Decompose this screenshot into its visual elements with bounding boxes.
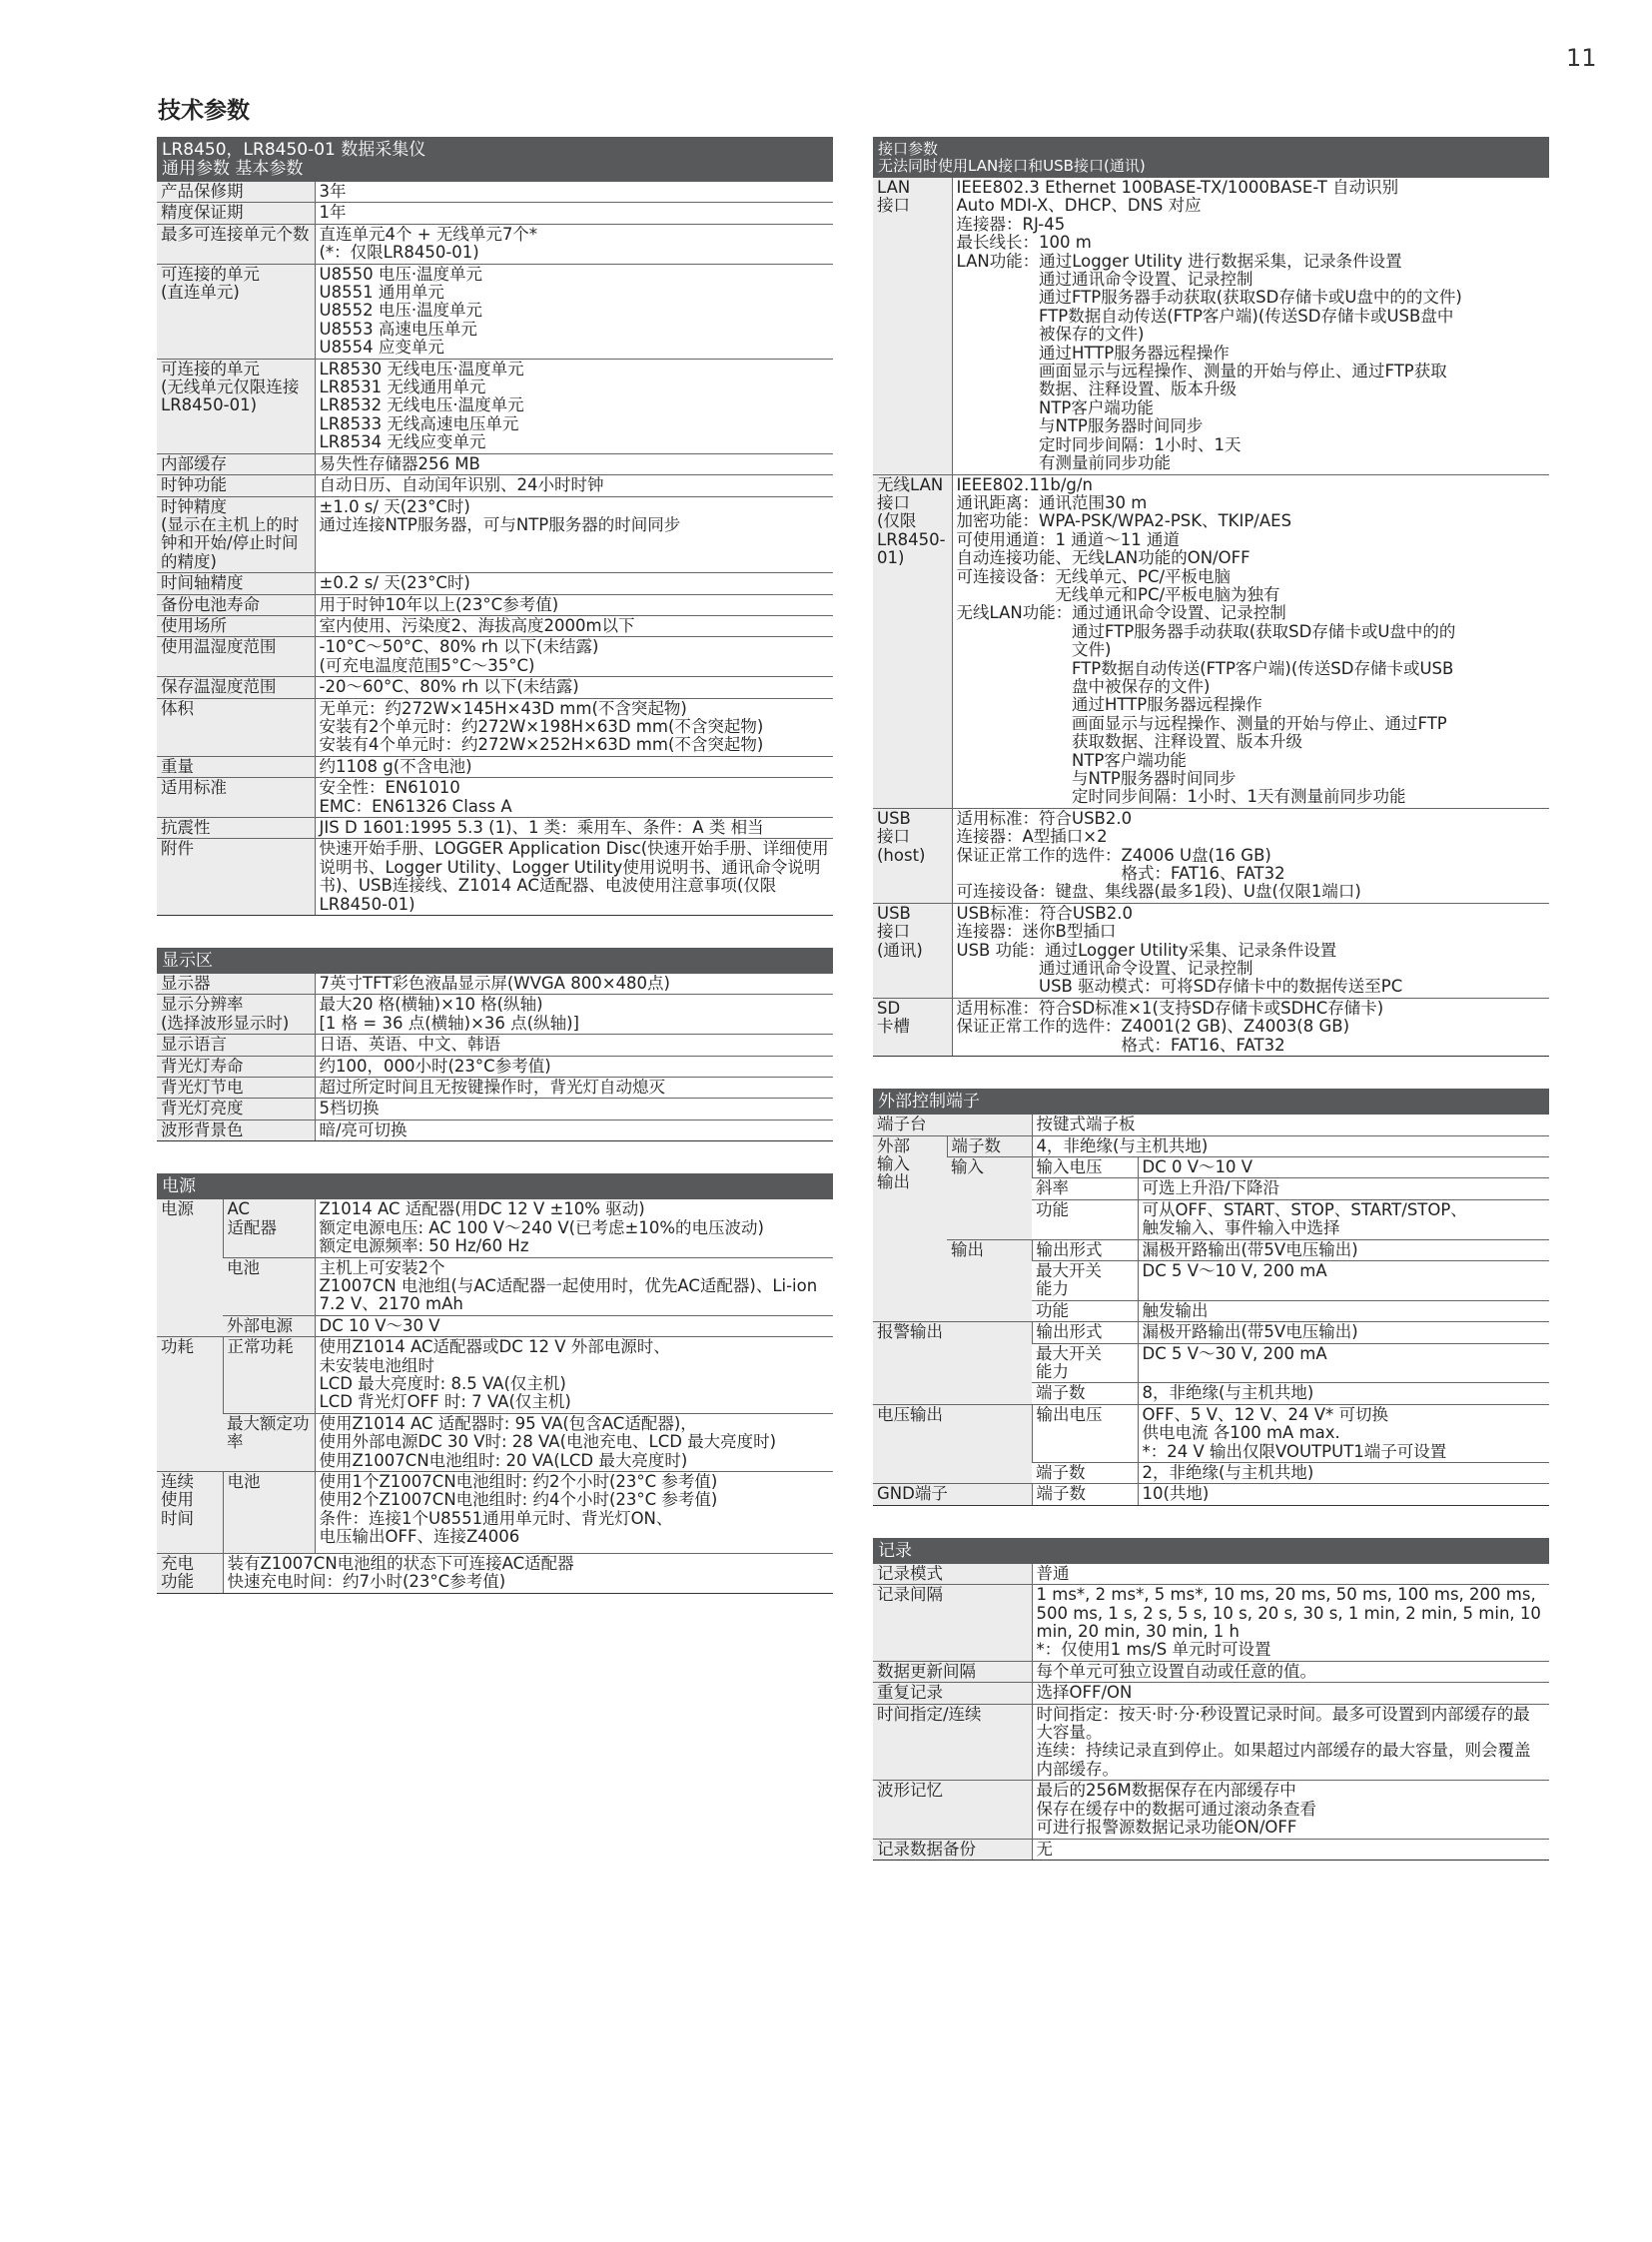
spec-table	[157, 182, 833, 916]
row-label: 使用温湿度范围	[157, 637, 315, 677]
row-value: IEEE802.3 Ethernet 100BASE-TX/1000BASE-T 自动识别 Auto MDI-X、DHCP、DNS 对应 连接器：RJ-45 最长线长：100 m LAN功能：通过Logger Utility 进行数据采集，记录条件设置 通过通讯命令设置、记录控制 通过FTP服务器手动获取(获取SD存储卡或U盘中的的文件) FTP数据自动传送(FTP客户端)(传送SD存储卡或USB盘中 被保存的文件) 通过HTTP服务器远程操作 画面显示与远程操作、测量的开始与停止、通过FTP获取 数据、注释设置、版本升级 NTP客户端功能 与NTP服务器时间同步 定时同步间隔：1小时、1天 有测量前同步功能	[952, 178, 1549, 474]
row-label: 端子数	[947, 1135, 1032, 1156]
row-value: 易失性存储器256 MB	[315, 453, 833, 474]
table-row	[157, 224, 833, 264]
row-sublabel: 最大开关 能力	[1032, 1343, 1138, 1383]
row-label: 记录模式	[873, 1564, 1032, 1585]
row-value: 适用标准：符合SD标准×1(支持SD存储卡或SDHC存储卡) 保证正常工作的选件：Z4001(2 GB)、Z4003(8 GB) 格式：FAT16、FAT32	[952, 998, 1549, 1056]
row-label: 记录数据备份	[873, 1839, 1032, 1860]
row-value: 自动日历、自动闰年识别、24小时时钟	[315, 475, 833, 496]
row-label: 精度保证期	[157, 203, 315, 224]
section-header: 记录	[873, 1538, 1549, 1564]
table-row	[157, 1078, 833, 1099]
row-value: U8550 电压·温度单元 U8551 通用单元 U8552 电压·温度单元 U8553 高速电压单元 U8554 应变单元	[315, 264, 833, 359]
row-value: 10(共地)	[1138, 1484, 1549, 1505]
table-row	[157, 698, 833, 756]
row-value: 使用Z1014 AC 适配器时: 95 VA(包含AC适配器)， 使用外部电源DC 30 V时: 28 VA(电池充电、LCD 最大亮度时) 使用Z1007CN电池组时: 20 VA(LCD 最大亮度时)	[315, 1413, 833, 1471]
section-header: 接口参数 无法同时使用LAN接口和USB接口(通讯)	[873, 137, 1549, 178]
row-label: 电压输出	[873, 1404, 1032, 1484]
row-value: 无	[1032, 1839, 1549, 1860]
table-row	[157, 615, 833, 636]
row-sublabel: 端子数	[1032, 1484, 1138, 1505]
row-label: 电池	[223, 1257, 315, 1315]
row-sublabel: 输出形式	[1032, 1239, 1138, 1260]
row-sublabel: 最大开关 能力	[1032, 1260, 1138, 1300]
section-header: 电源	[157, 1173, 833, 1199]
row-value: -20～60°C、80% rh 以下(未结露)	[315, 677, 833, 698]
external-control-section	[873, 1089, 1549, 1506]
table-row	[873, 1156, 1549, 1177]
row-sublabel: 输出电压	[1032, 1404, 1138, 1462]
right-column	[873, 137, 1549, 1892]
display-section	[157, 948, 833, 1141]
row-value: 最后的256M数据保存在内部缓存中 保存在缓存中的数据可通过滚动条查看 可进行报警源数据记录功能ON/OFF	[1032, 1781, 1549, 1839]
row-label: 报警输出	[873, 1322, 1032, 1405]
table-row	[157, 359, 833, 453]
row-label: 电源	[157, 1199, 223, 1336]
table-row	[157, 264, 833, 359]
table-row	[873, 1839, 1549, 1860]
row-label: 时间轴精度	[157, 573, 315, 594]
row-label: 保存温湿度范围	[157, 677, 315, 698]
table-row	[157, 182, 833, 203]
row-value: 直连单元4个 + 无线单元7个* (*：仅限LR8450-01)	[315, 224, 833, 264]
row-label: 最大额定功率	[223, 1413, 315, 1471]
row-value: 每个单元可独立设置自动或任意的值。	[1032, 1661, 1549, 1682]
table-row	[873, 998, 1549, 1056]
table-row	[873, 1564, 1549, 1585]
row-value: 约1108 g(不含电池)	[315, 756, 833, 777]
row-label: 外部电源	[223, 1315, 315, 1336]
table-row	[157, 453, 833, 474]
row-value: OFF、5 V、12 V、24 V* 可切换 供电电流 各100 mA max. *：24 V 输出仅限VOUTPUT1端子可设置	[1138, 1404, 1549, 1462]
table-row	[157, 756, 833, 777]
spec-table	[873, 1564, 1549, 1861]
section-header: LR8450，LR8450-01 数据采集仪 通用参数 基本参数	[157, 137, 833, 182]
row-value: 快速开始手册、LOGGER Application Disc(快速开始手册、详细使用说明书、Logger Utility、Logger Utility使用说明书、通讯命令说明书)、USB连接线、Z1014 AC适配器、电波使用注意事项(仅限LR8450-01)	[315, 839, 833, 916]
table-row	[157, 839, 833, 916]
table-row	[873, 1704, 1549, 1781]
table-row	[157, 1099, 833, 1120]
table-row	[873, 1661, 1549, 1682]
row-label: 重量	[157, 756, 315, 777]
row-value: 漏极开路输出(带5V电压输出)	[1138, 1322, 1549, 1343]
row-value: 用于时钟10年以上(23°C参考值)	[315, 594, 833, 615]
row-label: 电池	[223, 1471, 315, 1553]
row-label: 体积	[157, 698, 315, 756]
table-row	[157, 496, 833, 573]
row-sublabel: 输出形式	[1032, 1322, 1138, 1343]
row-value: 2，非绝缘(与主机共地)	[1138, 1463, 1549, 1484]
row-label: 使用场所	[157, 615, 315, 636]
table-row	[873, 1683, 1549, 1704]
recording-section	[873, 1538, 1549, 1861]
row-label: 产品保修期	[157, 182, 315, 203]
row-value: 4，非绝缘(与主机共地)	[1032, 1135, 1549, 1156]
row-value: JIS D 1601:1995 5.3 (1)、1 类：乘用车、条件：A 类 相当	[315, 818, 833, 839]
row-value: 触发输出	[1138, 1300, 1549, 1321]
row-label: 背光灯亮度	[157, 1099, 315, 1120]
row-value: 使用Z1014 AC适配器或DC 12 V 外部电源时、 未安装电池组时 LCD 最大亮度时: 8.5 VA(仅主机) LCD 背光灯OFF 时: 7 VA(仅主机)	[315, 1337, 833, 1414]
row-label: 可连接的单元 (无线单元仅限连接LR8450-01)	[157, 359, 315, 453]
row-label: LAN 接口	[873, 178, 952, 474]
interface-section	[873, 137, 1549, 1057]
row-value: USB标准：符合USB2.0 连接器：迷你B型插口 USB 功能：通过Logger Utility采集、记录条件设置 通过通讯命令设置、记录控制 USB 驱动模式：可将SD存储卡中的数据传送至PC	[952, 903, 1549, 998]
row-value: Z1014 AC 适配器(用DC 12 V ±10% 驱动) 额定电源电压: AC 100 V～240 V(已考虑±10%的电压波动) 额定电源频率: 50 Hz/60 Hz	[315, 1199, 833, 1257]
table-row	[157, 203, 833, 224]
table-row	[873, 1115, 1549, 1135]
table-row	[157, 1413, 833, 1471]
row-value: 室内使用、污染度2、海拔高度2000m以下	[315, 615, 833, 636]
table-row	[157, 594, 833, 615]
row-value: LR8530 无线电压·温度单元 LR8531 无线通用单元 LR8532 无线电压·温度单元 LR8533 无线高速电压单元 LR8534 无线应变单元	[315, 359, 833, 453]
row-label: 重复记录	[873, 1683, 1032, 1704]
table-row	[157, 974, 833, 995]
table-row	[873, 474, 1549, 808]
row-value: -10°C～50°C、80% rh 以下(未结露) (可充电温度范围5°C～35°C)	[315, 637, 833, 677]
row-sublabel: 斜率	[1032, 1178, 1138, 1199]
row-sublabel: 输入电压	[1032, 1156, 1138, 1177]
left-column	[157, 137, 833, 1626]
row-label: 背光灯寿命	[157, 1056, 315, 1077]
row-label: 无线LAN 接口 (仅限 LR8450-01)	[873, 474, 952, 808]
row-value: 可从OFF、START、STOP、START/STOP、 触发输入、事件输入中选择	[1138, 1199, 1549, 1239]
table-row	[157, 1035, 833, 1056]
table-row	[873, 1404, 1549, 1462]
table-row	[157, 1337, 833, 1414]
row-label: 时间指定/连续	[873, 1704, 1032, 1781]
table-row	[157, 1553, 833, 1593]
row-label: 波形记忆	[873, 1781, 1032, 1839]
row-value: 可选上升沿/下降沿	[1138, 1178, 1549, 1199]
row-value: 安全性：EN61010 EMC：EN61326 Class A	[315, 778, 833, 818]
row-label: 输入	[947, 1156, 1032, 1239]
row-label: 显示分辨率 (选择波形显示时)	[157, 995, 315, 1035]
row-label: 连续 使用 时间	[157, 1471, 223, 1553]
table-row	[157, 637, 833, 677]
table-row	[157, 1056, 833, 1077]
table-row	[157, 995, 833, 1035]
row-label: GND端子	[873, 1484, 1032, 1505]
row-label: 显示语言	[157, 1035, 315, 1056]
table-row	[157, 573, 833, 594]
row-label: 可连接的单元 (直连单元)	[157, 264, 315, 359]
table-row	[873, 1239, 1549, 1260]
row-label: USB 接口 (通讯)	[873, 903, 952, 998]
row-sublabel: 端子数	[1032, 1463, 1138, 1484]
row-value: 选择OFF/ON	[1032, 1683, 1549, 1704]
row-value: 最大20 格(横轴)×10 格(纵轴) [1 格 = 36 点(横轴)×36 点(纵轴)]	[315, 995, 833, 1035]
page-number: 11	[1566, 44, 1597, 72]
row-label: 显示器	[157, 974, 315, 995]
row-value: 日语、英语、中文、韩语	[315, 1035, 833, 1056]
row-value: IEEE802.11b/g/n 通讯距离：通讯范围30 m 加密功能：WPA-PSK/WPA2-PSK、TKIP/AES 可使用通道：1 通道～11 通道 自动连接功能、无线LAN功能的ON/OFF 可连接设备：无线单元、PC/平板电脑 无线单元和PC/平板电脑为独有 无线LAN功能：通过通讯命令设置、记录控制 通过FTP服务器手动获取(获取SD存储卡或U盘中的的 文件) FTP数据自动传送(FTP客户端)(传送SD存储卡或USB 盘中被保存的文件) 通过HTTP服务器远程操作 画面显示与远程操作、测量的开始与停止、通过FTP 获取数据、注释设置、版本升级 NTP客户端功能 与NTP服务器时间同步 定时同步间隔：1小时、1天有测量前同步功能	[952, 474, 1549, 808]
row-label: 功耗	[157, 1337, 223, 1472]
table-row	[873, 808, 1549, 903]
row-value: 主机上可安装2个 Z1007CN 电池组(与AC适配器一起使用时，优先AC适配器)、Li-ion 7.2 V、2170 mAh	[315, 1257, 833, 1315]
page-title: 技术参数	[158, 98, 250, 124]
row-value: ±0.2 s/ 天(23°C时)	[315, 573, 833, 594]
row-value: 普通	[1032, 1564, 1549, 1585]
row-value: DC 10 V～30 V	[315, 1315, 833, 1336]
table-row	[873, 1781, 1549, 1839]
power-section	[157, 1173, 833, 1594]
row-value: ±1.0 s/ 天(23°C时) 通过连接NTP服务器，可与NTP服务器的时间同步	[315, 496, 833, 573]
row-sublabel: 功能	[1032, 1300, 1138, 1321]
row-label: 附件	[157, 839, 315, 916]
row-value: 漏极开路输出(带5V电压输出)	[1138, 1239, 1549, 1260]
row-value: DC 0 V～10 V	[1138, 1156, 1549, 1177]
table-row	[157, 677, 833, 698]
section-header: 显示区	[157, 948, 833, 974]
row-label: 数据更新间隔	[873, 1661, 1032, 1682]
table-row	[157, 1199, 833, 1257]
row-value: 暗/亮可切换	[315, 1120, 833, 1140]
table-row	[873, 1322, 1549, 1343]
table-row	[157, 1120, 833, 1140]
row-label: 内部缓存	[157, 453, 315, 474]
row-label: 输出	[947, 1239, 1032, 1322]
row-label: 最多可连接单元个数	[157, 224, 315, 264]
row-value: DC 5 V～10 V, 200 mA	[1138, 1260, 1549, 1300]
row-label: 时钟精度 (显示在主机上的时钟和开始/停止时间的精度)	[157, 496, 315, 573]
row-label: AC 适配器	[223, 1199, 315, 1257]
row-value: 8，非绝缘(与主机共地)	[1138, 1383, 1549, 1404]
row-label: 抗震性	[157, 818, 315, 839]
row-sublabel: 功能	[1032, 1199, 1138, 1239]
table-row	[157, 1315, 833, 1336]
row-label: 波形背景色	[157, 1120, 315, 1140]
row-value: 使用1个Z1007CN电池组时: 约2个小时(23°C 参考值) 使用2个Z1007CN电池组时: 约4个小时(23°C 参考值) 条件：连接1个U8551通用单元时、背光灯ON、 电压输出OFF、连接Z4006	[315, 1471, 833, 1553]
row-value: 适用标准：符合USB2.0 连接器：A型插口×2 保证正常工作的选件：Z4006 U盘(16 GB) 格式：FAT16、FAT32 可连接设备：键盘、集线器(最多1段)、U盘(仅限1端口)	[952, 808, 1549, 903]
row-value: 装有Z1007CN电池组的状态下可连接AC适配器 快速充电时间：约7小时(23°C参考值)	[223, 1553, 833, 1593]
spec-table	[873, 1115, 1549, 1506]
row-value: 3年	[315, 182, 833, 203]
table-row	[157, 778, 833, 818]
row-label: 适用标准	[157, 778, 315, 818]
basic-spec-section	[157, 137, 833, 916]
row-label: 时钟功能	[157, 475, 315, 496]
row-label: 正常功耗	[223, 1337, 315, 1414]
row-label: USB 接口 (host)	[873, 808, 952, 903]
row-label: 背光灯节电	[157, 1078, 315, 1099]
row-label: 备份电池寿命	[157, 594, 315, 615]
table-row	[157, 1471, 833, 1553]
spec-table	[157, 1199, 833, 1594]
row-value: 1年	[315, 203, 833, 224]
row-label: 端子台	[873, 1115, 1032, 1135]
row-label: 记录间隔	[873, 1585, 1032, 1662]
row-sublabel: 端子数	[1032, 1383, 1138, 1404]
row-value: 约100，000小时(23°C参考值)	[315, 1056, 833, 1077]
spec-table	[873, 178, 1549, 1057]
section-header: 外部控制端子	[873, 1089, 1549, 1115]
row-value: 时间指定：按天·时·分·秒设置记录时间。最多可设置到内部缓存的最大容量。 连续：持续记录直到停止。如果超过内部缓存的最大容量，则会覆盖内部缓存。	[1032, 1704, 1549, 1781]
table-row	[157, 1257, 833, 1315]
table-row	[873, 1484, 1549, 1505]
table-row	[873, 1135, 1549, 1156]
row-label: SD 卡槽	[873, 998, 952, 1056]
row-value: 超过所定时间且无按键操作时，背光灯自动熄灭	[315, 1078, 833, 1099]
table-row	[873, 178, 1549, 474]
row-value: 5档切换	[315, 1099, 833, 1120]
row-value: 按键式端子板	[1032, 1115, 1549, 1135]
spec-table	[157, 974, 833, 1141]
row-label: 充电 功能	[157, 1553, 223, 1593]
row-value: DC 5 V～30 V, 200 mA	[1138, 1343, 1549, 1383]
row-value: 1 ms*, 2 ms*, 5 ms*, 10 ms, 20 ms, 50 ms, 100 ms, 200 ms, 500 ms, 1 s, 2 s, 5 s, 10 s, 20 s, 30 s, 1 min, 2 min, 5 min, 10 min, 20 min, 30 min, 1 h *：仅使用1 ms/S 单元时可设置	[1032, 1585, 1549, 1662]
row-label: 外部 输入 输出	[873, 1135, 947, 1322]
table-row	[157, 475, 833, 496]
table-row	[873, 903, 1549, 998]
table-row	[157, 818, 833, 839]
row-value: 7英寸TFT彩色液晶显示屏(WVGA 800×480点)	[315, 974, 833, 995]
table-row	[873, 1585, 1549, 1662]
row-value: 无单元：约272W×145H×43D mm(不含突起物) 安装有2个单元时：约272W×198H×63D mm(不含突起物) 安装有4个单元时：约272W×252H×63D mm(不含突起物)	[315, 698, 833, 756]
